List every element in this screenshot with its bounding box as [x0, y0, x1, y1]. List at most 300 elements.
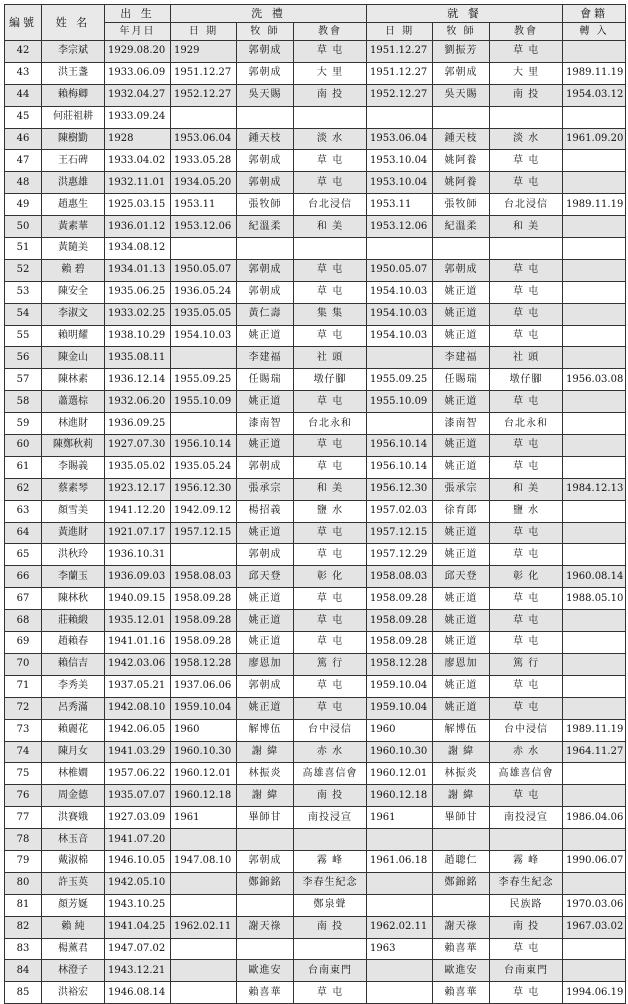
baptism-pastor [237, 894, 294, 916]
baptism-date: 1956.12.30 [171, 478, 237, 500]
transfer-in-date [563, 938, 626, 960]
transfer-in-date [563, 216, 626, 238]
member-name: 陳安全 [42, 281, 105, 303]
baptism-pastor: 吳天賜 [237, 84, 294, 106]
baptism-church: 草 屯 [294, 281, 367, 303]
communion-church: 台北浸信 [490, 194, 563, 216]
communion-pastor: 張牧師 [433, 194, 490, 216]
communion-date: 1958.09.28 [367, 610, 433, 632]
row-number: 62 [5, 478, 42, 500]
member-name: 黃隨美 [42, 238, 105, 260]
communion-date: 1954.10.03 [367, 303, 433, 325]
communion-date: 1953.11 [367, 194, 433, 216]
transfer-in-date [563, 610, 626, 632]
baptism-church: 大 里 [294, 62, 367, 84]
communion-pastor: 謝 緯 [433, 785, 490, 807]
row-number: 49 [5, 194, 42, 216]
communion-date: 1953.12.06 [367, 216, 433, 238]
table-row [5, 84, 626, 106]
baptism-pastor [237, 106, 294, 128]
baptism-date: 1929 [171, 41, 237, 63]
transfer-in-date [563, 456, 626, 478]
birth-date: 1935.05.02 [105, 456, 171, 478]
baptism-pastor: 姚正道 [237, 610, 294, 632]
baptism-date: 1953.06.04 [171, 128, 237, 150]
communion-church: 草 屯 [490, 785, 563, 807]
communion-date: 1954.10.03 [367, 325, 433, 347]
row-number: 72 [5, 697, 42, 719]
baptism-pastor: 謝 緯 [237, 741, 294, 763]
baptism-church: 霧 峰 [294, 850, 367, 872]
communion-pastor: 姚正道 [433, 675, 490, 697]
birth-date: 1932.06.20 [105, 391, 171, 413]
communion-church: 草 屯 [490, 697, 563, 719]
row-number: 80 [5, 872, 42, 894]
baptism-date: 1933.05.28 [171, 150, 237, 172]
communion-church: 草 屯 [490, 259, 563, 281]
birth-date: 1943.12.21 [105, 960, 171, 982]
member-name: 林椎嫺 [42, 763, 105, 785]
birth-date: 1942.05.10 [105, 872, 171, 894]
table-row [5, 872, 626, 894]
row-number: 85 [5, 982, 42, 1004]
communion-pastor: 姚正道 [433, 435, 490, 457]
member-name: 趙惠生 [42, 194, 105, 216]
baptism-pastor: 解博伍 [237, 719, 294, 741]
header-baptism: 洗 禮 [171, 5, 367, 23]
communion-church: 社 頭 [490, 347, 563, 369]
communion-pastor: 鍾天枝 [433, 128, 490, 150]
baptism-church: 草 屯 [294, 675, 367, 697]
row-number: 69 [5, 632, 42, 654]
baptism-date: 1935.05.24 [171, 456, 237, 478]
baptism-pastor: 姚正道 [237, 391, 294, 413]
baptism-date: 1956.10.14 [171, 435, 237, 457]
header-transfer-in: 轉 入 [563, 23, 626, 41]
baptism-date [171, 347, 237, 369]
baptism-pastor: 郭朝成 [237, 544, 294, 566]
communion-pastor [433, 894, 490, 916]
communion-pastor [433, 106, 490, 128]
baptism-pastor: 謝天祿 [237, 916, 294, 938]
row-number: 60 [5, 435, 42, 457]
birth-date: 1935.07.07 [105, 785, 171, 807]
table-row [5, 916, 626, 938]
table-row [5, 566, 626, 588]
communion-date: 1957.12.15 [367, 522, 433, 544]
row-number: 59 [5, 413, 42, 435]
membership-register-table [4, 4, 626, 1004]
member-name: 賴明耀 [42, 325, 105, 347]
communion-date [367, 960, 433, 982]
baptism-church: 高雄喜信會 [294, 763, 367, 785]
communion-date: 1958.09.28 [367, 588, 433, 610]
header-communion-church: 教會 [490, 23, 563, 41]
baptism-date [171, 960, 237, 982]
communion-date: 1958.12.28 [367, 653, 433, 675]
baptism-pastor [237, 238, 294, 260]
birth-date: 1935.08.11 [105, 347, 171, 369]
table-row [5, 653, 626, 675]
table-row [5, 938, 626, 960]
communion-date: 1955.10.09 [367, 391, 433, 413]
baptism-church: 草 屯 [294, 259, 367, 281]
baptism-pastor: 郭朝成 [237, 259, 294, 281]
member-name: 陳林素 [42, 369, 105, 391]
member-name: 賴 碧 [42, 259, 105, 281]
communion-date [367, 106, 433, 128]
baptism-church: 台南東門 [294, 960, 367, 982]
baptism-date [171, 238, 237, 260]
row-number: 45 [5, 106, 42, 128]
birth-date: 1936.12.14 [105, 369, 171, 391]
baptism-date: 1958.09.28 [171, 632, 237, 654]
communion-date: 1961.06.18 [367, 850, 433, 872]
communion-church [490, 106, 563, 128]
communion-pastor: 徐育郎 [433, 500, 490, 522]
birth-date: 1929.08.20 [105, 41, 171, 63]
communion-church: 草 屯 [490, 675, 563, 697]
transfer-in-date [563, 785, 626, 807]
baptism-pastor: 鄭錦銘 [237, 872, 294, 894]
baptism-date: 1960.12.18 [171, 785, 237, 807]
baptism-date: 1960.10.30 [171, 741, 237, 763]
birth-date: 1936.09.03 [105, 566, 171, 588]
transfer-in-date [563, 872, 626, 894]
transfer-in-date [563, 675, 626, 697]
member-name: 莊賴緞 [42, 610, 105, 632]
baptism-pastor: 姚正道 [237, 588, 294, 610]
communion-church: 南投浸宣 [490, 807, 563, 829]
member-name: 王石碑 [42, 150, 105, 172]
communion-church: 草 屯 [490, 303, 563, 325]
row-number: 65 [5, 544, 42, 566]
communion-date: 1957.12.29 [367, 544, 433, 566]
member-name: 戴淑棉 [42, 850, 105, 872]
baptism-pastor: 郭朝成 [237, 150, 294, 172]
baptism-church: 草 屯 [294, 391, 367, 413]
birth-date: 1928 [105, 128, 171, 150]
communion-date: 1951.12.27 [367, 62, 433, 84]
baptism-date [171, 413, 237, 435]
communion-church: 草 屯 [490, 281, 563, 303]
baptism-church: 鹽 水 [294, 500, 367, 522]
row-number: 66 [5, 566, 42, 588]
baptism-pastor: 黃仁壽 [237, 303, 294, 325]
baptism-pastor: 鍾天枝 [237, 128, 294, 150]
baptism-date: 1960.12.01 [171, 763, 237, 785]
row-number: 73 [5, 719, 42, 741]
birth-date: 1921.07.17 [105, 522, 171, 544]
header-birth: 出 生 [105, 5, 171, 23]
member-name: 蔡素琴 [42, 478, 105, 500]
transfer-in-date: 1990.06.07 [563, 850, 626, 872]
baptism-date: 1954.10.03 [171, 325, 237, 347]
table-row [5, 172, 626, 194]
communion-church: 草 屯 [490, 325, 563, 347]
baptism-church: 草 屯 [294, 544, 367, 566]
communion-pastor: 姚阿養 [433, 172, 490, 194]
header-birth-date: 年月日 [105, 23, 171, 41]
communion-pastor: 姚正道 [433, 325, 490, 347]
baptism-date: 1950.05.07 [171, 259, 237, 281]
communion-date: 1959.10.04 [367, 697, 433, 719]
baptism-date: 1953.12.06 [171, 216, 237, 238]
communion-church: 南 投 [490, 84, 563, 106]
member-name: 何莊祖耕 [42, 106, 105, 128]
member-name: 李秀美 [42, 675, 105, 697]
communion-church: 草 屯 [490, 172, 563, 194]
table-row [5, 894, 626, 916]
communion-pastor: 劉振芳 [433, 41, 490, 63]
communion-date: 1960 [367, 719, 433, 741]
baptism-pastor: 邱天登 [237, 566, 294, 588]
baptism-church [294, 829, 367, 851]
transfer-in-date [563, 259, 626, 281]
table-row [5, 741, 626, 763]
birth-date: 1936.01.12 [105, 216, 171, 238]
baptism-church [294, 938, 367, 960]
table-row [5, 62, 626, 84]
table-row [5, 829, 626, 851]
communion-church: 草 屯 [490, 456, 563, 478]
row-number: 67 [5, 588, 42, 610]
member-name: 顏芳娫 [42, 894, 105, 916]
header-communion-pastor: 牧 師 [433, 23, 490, 41]
row-number: 53 [5, 281, 42, 303]
baptism-church: 赤 水 [294, 741, 367, 763]
communion-date: 1961 [367, 807, 433, 829]
communion-church: 草 屯 [490, 982, 563, 1004]
table-row [5, 369, 626, 391]
communion-pastor: 任賜瑞 [433, 369, 490, 391]
row-number: 70 [5, 653, 42, 675]
table-row [5, 281, 626, 303]
birth-date: 1943.10.25 [105, 894, 171, 916]
communion-pastor: 郭朝成 [433, 259, 490, 281]
transfer-in-date [563, 697, 626, 719]
transfer-in-date: 1964.11.27 [563, 741, 626, 763]
member-name: 賴麗花 [42, 719, 105, 741]
member-name: 洪賽娥 [42, 807, 105, 829]
baptism-date: 1957.12.15 [171, 522, 237, 544]
baptism-church: 篤 行 [294, 653, 367, 675]
table-row [5, 588, 626, 610]
birth-date: 1933.04.02 [105, 150, 171, 172]
baptism-church: 鄭泉聲 [294, 894, 367, 916]
baptism-pastor: 郭朝成 [237, 456, 294, 478]
communion-church: 草 屯 [490, 435, 563, 457]
baptism-date: 1951.12.27 [171, 62, 237, 84]
baptism-church: 草 屯 [294, 697, 367, 719]
baptism-church: 草 屯 [294, 41, 367, 63]
communion-pastor: 姚正道 [433, 391, 490, 413]
communion-date: 1958.08.03 [367, 566, 433, 588]
baptism-date: 1958.08.03 [171, 566, 237, 588]
communion-church: 草 屯 [490, 150, 563, 172]
transfer-in-date [563, 238, 626, 260]
baptism-date: 1961 [171, 807, 237, 829]
communion-pastor: 姚正道 [433, 588, 490, 610]
row-number: 68 [5, 610, 42, 632]
transfer-in-date: 1984.12.13 [563, 478, 626, 500]
communion-church: 台中浸信 [490, 719, 563, 741]
baptism-date: 1942.09.12 [171, 500, 237, 522]
birth-date: 1936.09.25 [105, 413, 171, 435]
transfer-in-date: 1954.03.12 [563, 84, 626, 106]
row-number: 57 [5, 369, 42, 391]
table-row [5, 41, 626, 63]
birth-date: 1957.06.22 [105, 763, 171, 785]
member-name: 陳林秋 [42, 588, 105, 610]
baptism-church: 南 投 [294, 84, 367, 106]
communion-church: 草 屯 [490, 938, 563, 960]
member-name: 陳鄭秋莉 [42, 435, 105, 457]
baptism-date: 1936.05.24 [171, 281, 237, 303]
transfer-in-date: 1960.08.14 [563, 566, 626, 588]
communion-pastor: 紀溫柔 [433, 216, 490, 238]
baptism-pastor: 謝 緯 [237, 785, 294, 807]
birth-date: 1941.07.20 [105, 829, 171, 851]
transfer-in-date: 1986.04.06 [563, 807, 626, 829]
row-number: 42 [5, 41, 42, 63]
communion-date: 1958.09.28 [367, 632, 433, 654]
member-name: 洪秋玲 [42, 544, 105, 566]
transfer-in-date: 1989.11.19 [563, 719, 626, 741]
row-number: 78 [5, 829, 42, 851]
baptism-pastor: 姚正道 [237, 435, 294, 457]
communion-church: 鹽 水 [490, 500, 563, 522]
baptism-pastor [237, 829, 294, 851]
header-communion-date: 日 期 [367, 23, 433, 41]
header-no: 編號 [5, 5, 42, 41]
table-row [5, 413, 626, 435]
birth-date: 1942.03.06 [105, 653, 171, 675]
communion-church: 草 屯 [490, 522, 563, 544]
communion-church: 草 屯 [490, 610, 563, 632]
table-row [5, 719, 626, 741]
communion-date [367, 982, 433, 1004]
birth-date: 1937.05.21 [105, 675, 171, 697]
communion-pastor: 姚正道 [433, 456, 490, 478]
table-row [5, 238, 626, 260]
member-name: 陳月女 [42, 741, 105, 763]
transfer-in-date [563, 106, 626, 128]
baptism-date: 1934.05.20 [171, 172, 237, 194]
row-number: 84 [5, 960, 42, 982]
baptism-church: 草 屯 [294, 610, 367, 632]
transfer-in-date: 1989.11.19 [563, 62, 626, 84]
communion-church: 高雄喜信會 [490, 763, 563, 785]
communion-pastor: 趙聰仁 [433, 850, 490, 872]
header-name: 姓 名 [42, 5, 105, 41]
communion-pastor: 邱天登 [433, 566, 490, 588]
header-baptism-pastor: 牧 師 [237, 23, 294, 41]
member-name: 顏雪美 [42, 500, 105, 522]
baptism-church [294, 238, 367, 260]
baptism-church: 台北永和 [294, 413, 367, 435]
communion-date: 1959.10.04 [367, 675, 433, 697]
baptism-date: 1952.12.27 [171, 84, 237, 106]
communion-pastor: 姚正道 [433, 697, 490, 719]
birth-date: 1925.03.15 [105, 194, 171, 216]
birth-date: 1927.03.09 [105, 807, 171, 829]
baptism-church: 台中浸信 [294, 719, 367, 741]
baptism-date [171, 894, 237, 916]
member-name: 林澄子 [42, 960, 105, 982]
baptism-date: 1962.02.11 [171, 916, 237, 938]
communion-date [367, 872, 433, 894]
communion-church: 台南東門 [490, 960, 563, 982]
baptism-pastor: 郭朝成 [237, 281, 294, 303]
table-row [5, 303, 626, 325]
birth-date: 1941.03.29 [105, 741, 171, 763]
communion-pastor: 吳天賜 [433, 84, 490, 106]
table-row [5, 785, 626, 807]
communion-date: 1951.12.27 [367, 41, 433, 63]
communion-church [490, 238, 563, 260]
communion-pastor: 解博伍 [433, 719, 490, 741]
baptism-pastor: 張承宗 [237, 478, 294, 500]
member-name: 黃素華 [42, 216, 105, 238]
birth-date: 1932.11.01 [105, 172, 171, 194]
baptism-date: 1958.12.28 [171, 653, 237, 675]
row-number: 81 [5, 894, 42, 916]
baptism-date: 1958.09.28 [171, 588, 237, 610]
communion-church: 和 美 [490, 216, 563, 238]
table-row [5, 216, 626, 238]
transfer-in-date [563, 763, 626, 785]
baptism-church: 南 投 [294, 916, 367, 938]
communion-date: 1956.10.14 [367, 435, 433, 457]
baptism-pastor: 廖恩加 [237, 653, 294, 675]
communion-pastor: 林振炎 [433, 763, 490, 785]
member-name: 李宗斌 [42, 41, 105, 63]
communion-pastor: 姚正道 [433, 281, 490, 303]
transfer-in-date [563, 544, 626, 566]
baptism-date: 1937.06.06 [171, 675, 237, 697]
transfer-in-date: 1967.03.02 [563, 916, 626, 938]
baptism-pastor: 漆南智 [237, 413, 294, 435]
birth-date: 1947.07.02 [105, 938, 171, 960]
communion-church: 草 屯 [490, 632, 563, 654]
baptism-church: 草 屯 [294, 325, 367, 347]
birth-date: 1938.10.29 [105, 325, 171, 347]
communion-date [367, 347, 433, 369]
baptism-pastor: 賴喜華 [237, 982, 294, 1004]
table-row [5, 128, 626, 150]
baptism-church: 南 投 [294, 785, 367, 807]
member-name: 黃進財 [42, 522, 105, 544]
communion-date: 1952.12.27 [367, 84, 433, 106]
member-name: 陳樹勤 [42, 128, 105, 150]
member-name: 陳金山 [42, 347, 105, 369]
communion-pastor: 鄭錦銘 [433, 872, 490, 894]
communion-pastor: 賴喜華 [433, 938, 490, 960]
communion-church: 草 屯 [490, 391, 563, 413]
row-number: 52 [5, 259, 42, 281]
member-name: 李蘭玉 [42, 566, 105, 588]
communion-pastor: 姚正道 [433, 544, 490, 566]
communion-date: 1956.10.14 [367, 456, 433, 478]
baptism-church: 南投浸宣 [294, 807, 367, 829]
row-number: 48 [5, 172, 42, 194]
member-name: 林進財 [42, 413, 105, 435]
row-number: 50 [5, 216, 42, 238]
communion-pastor: 姚正道 [433, 610, 490, 632]
baptism-church: 草 屯 [294, 435, 367, 457]
member-name: 周金德 [42, 785, 105, 807]
